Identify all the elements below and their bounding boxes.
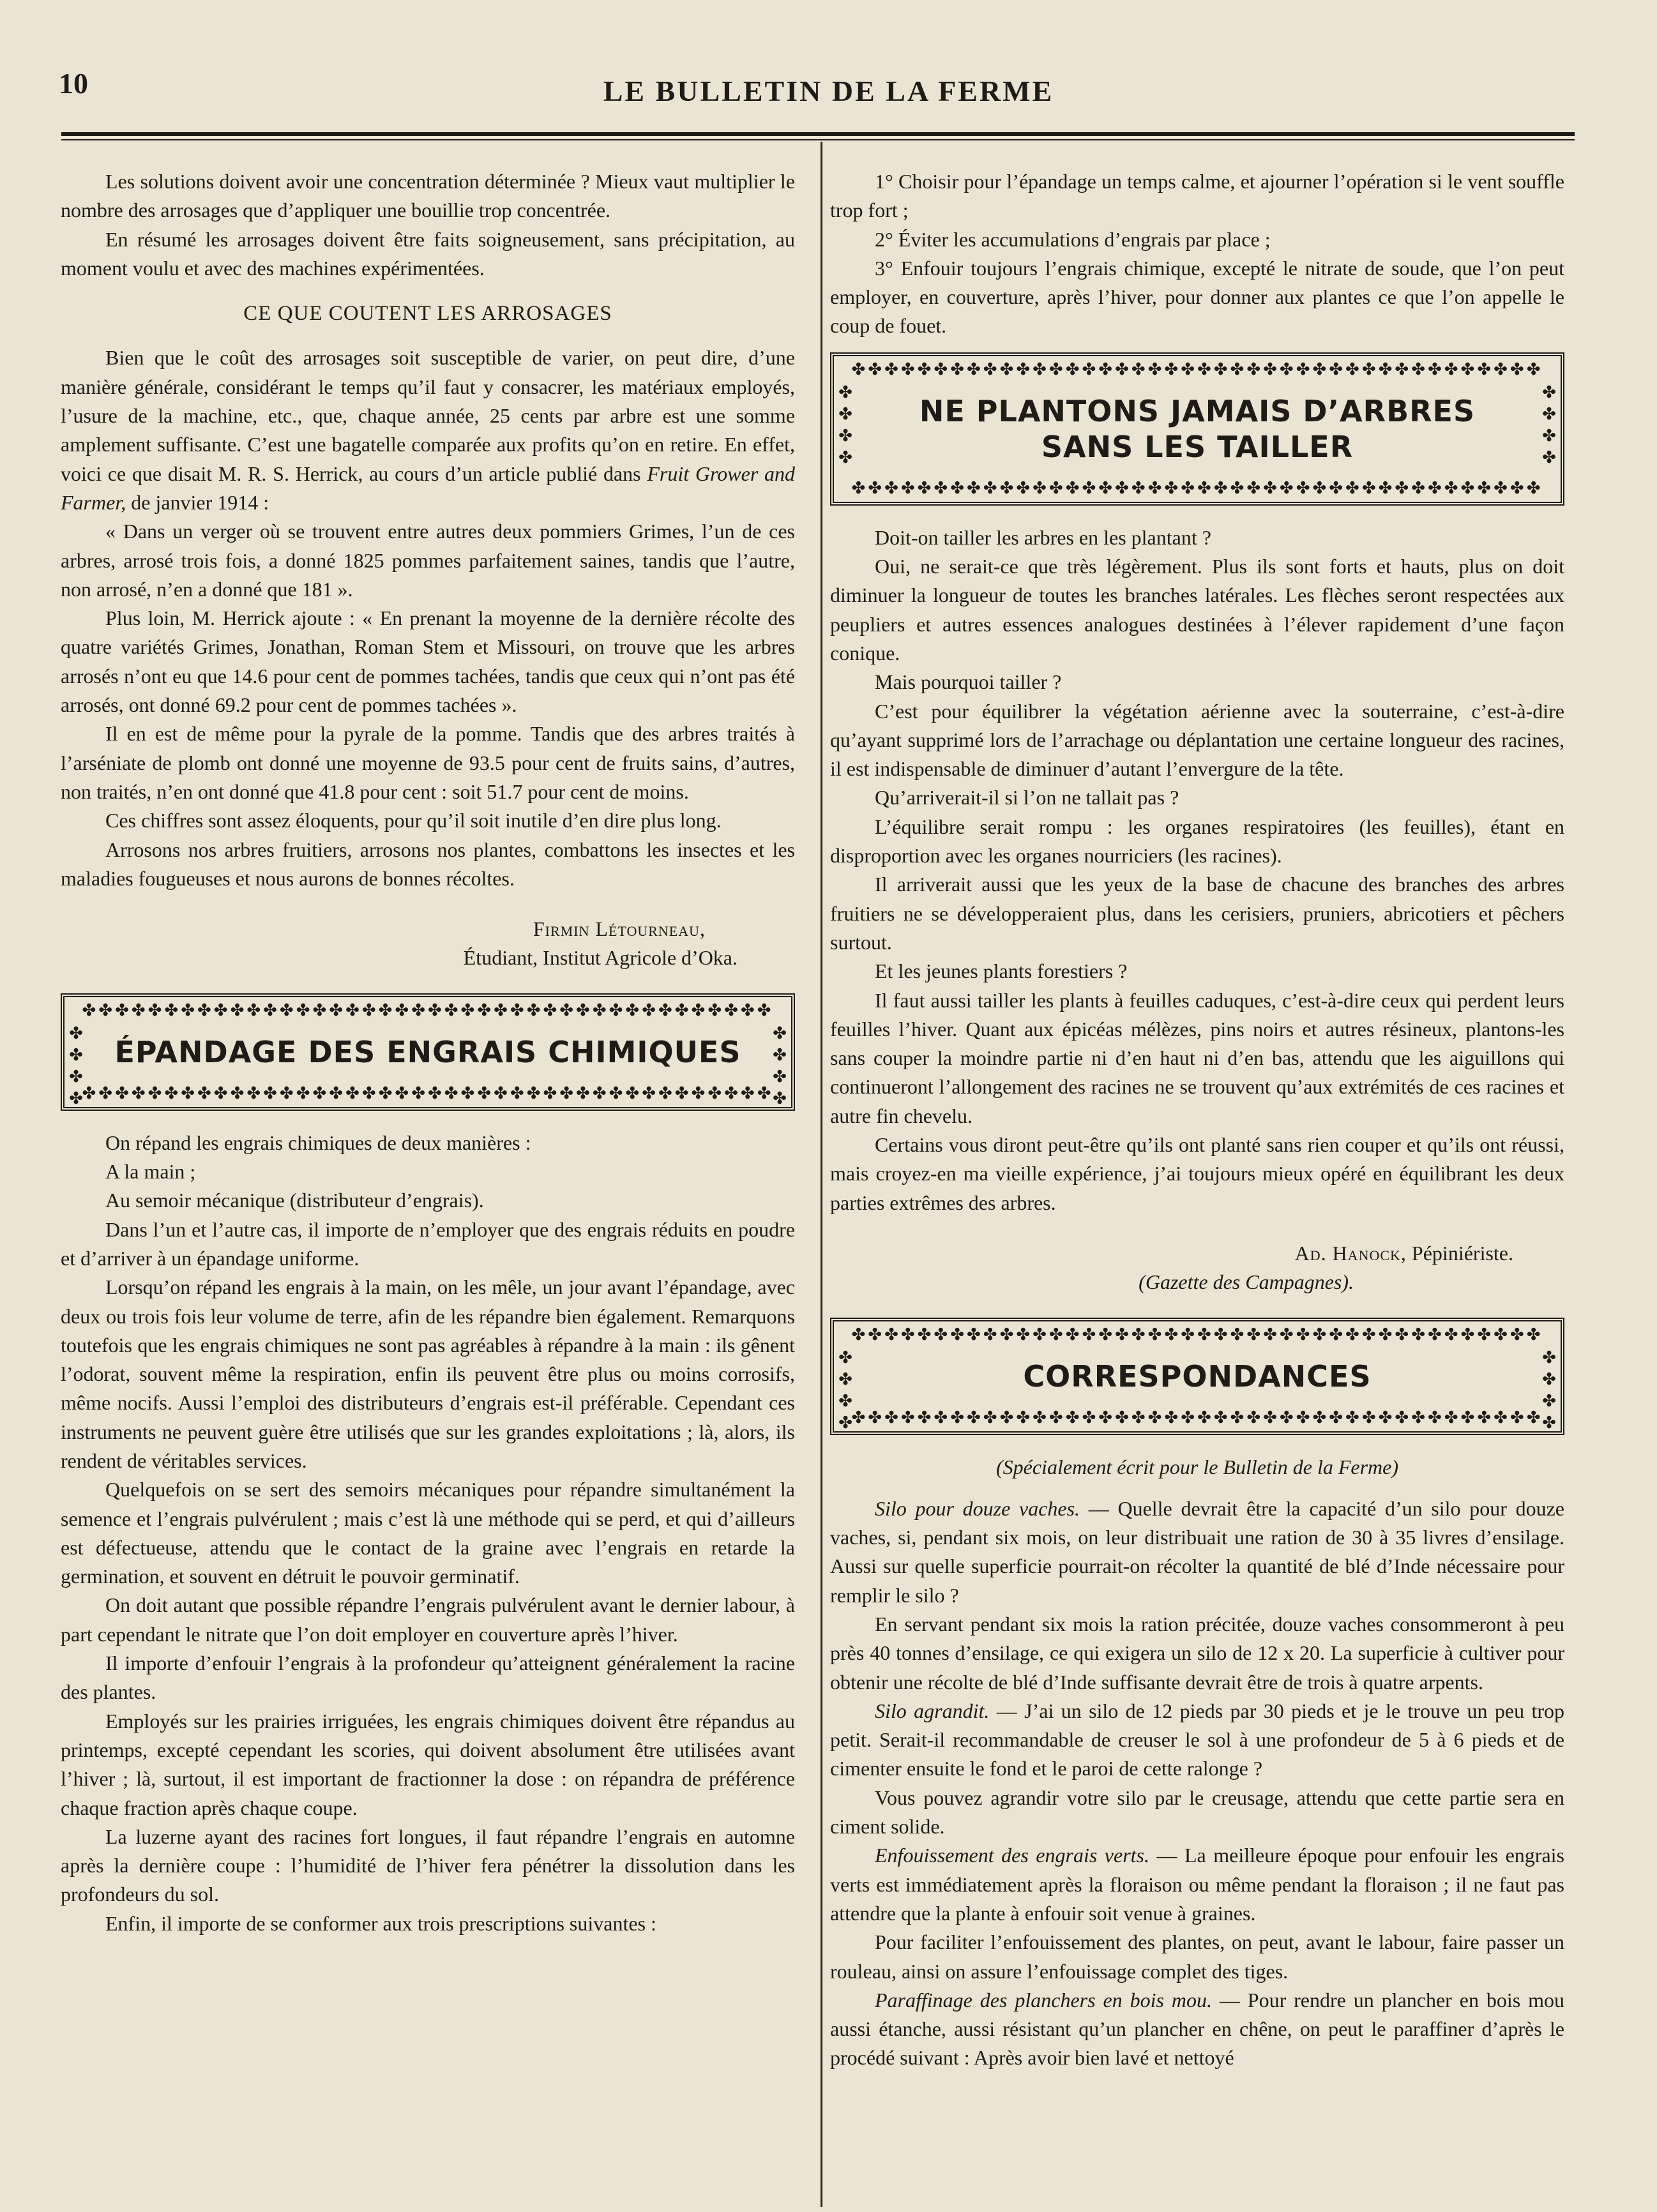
running-head: LE BULLETIN DE LA FERME [603,75,1054,107]
paragraph: Lorsqu’on répand les engrais à la main, on les mêle, un jour avant l’épandage, avec deux ou trois fois leur volume de terre, afin de les répandre bien également. Remarquons toutefois que les engrais chimiques ne sont pas agréables à répandre à la main : ils gênent l’odorat, souvent même la respiration, enfin ils peuvent être plus ou moins corrosifs, même nocifs. Aussi l’emploi des distributeurs d’engrais est-il préférable. Cependant ces instruments ne peuvent guère être utilisés que sur les grandes exploitations ; là, alors, ils rendent de véritables services. [61,1275,795,1472]
author-title: Étudiant, Institut Agricole d’Oka. [463,946,738,970]
column-divider [821,142,822,2207]
ornament-border: ✤✤✤✤ [1542,1348,1556,1432]
section-title: ÉPANDAGE DES ENGRAIS CHIMIQUES [114,1034,741,1069]
topic-title: Enfouissement des engrais verts. [875,1844,1149,1867]
paragraph: On doit autant que possible répandre l’engrais pulvérulent avant le dernier labour, à part cependant le nitrate que l’on doit employer en couverture après l’hiver. [61,1593,795,1646]
right-column [830,167,1564,2073]
paragraph: On répand les engrais chimiques de deux manières : [105,1131,531,1154]
paragraph: Enfin, il importe de se conformer aux trois prescriptions suivantes : [105,1911,656,1935]
topic-title: Paraffinage des planchers en bois mou. [875,1988,1212,2012]
ornament-border: ✤✤✤✤✤✤✤✤✤✤✤✤✤✤✤✤✤✤✤✤✤✤✤✤✤✤✤✤✤✤✤✤✤✤✤✤✤✤✤✤✤✤ [851,359,1543,379]
paragraph: La luzerne ayant des racines fort longues, il faut répandre l’engrais en automne après la dernière coupe : l’humidité de l’hiver fera pénétrer la dissolution dans les profondeurs du sol. [61,1825,795,1906]
paragraph: Il importe d’enfouir l’engrais à la profondeur qu’atteignent généralement la racine des plantes. [61,1651,795,1704]
paragraph: « Dans un verger où se trouvent entre autres deux pommiers Grimes, l’un de ces arbres, arrosé trois fois, a donné 1825 pommes parfaitement saines, tandis que l’autre, non arrosé, n’en a donné que 181 ». [61,520,795,601]
section-title: CORRESPONDANCES [1023,1358,1372,1394]
paragraph: Quelquefois on se sert des semoirs mécaniques pour répandre simultanément la semence et l’engrais pulvérulent ; mais c’est là une méthode qui se perd, et qui d’ailleurs est défectueuse, attendu que le contact de la graine avec l’engrais en retarde la germination, et souvent en détruit le pouvoir germinatif. [61,1478,795,1588]
ornament-border: ✤✤✤✤✤✤✤✤✤✤✤✤✤✤✤✤✤✤✤✤✤✤✤✤✤✤✤✤✤✤✤✤✤✤✤✤✤✤✤✤✤✤ [851,478,1543,497]
paragraph: Dans l’un et l’autre cas, il importe de n’employer que des engrais réduits en poudre et d’arriver à un épandage uniforme. [61,1217,795,1270]
question: Qu’arriverait-il si l’on ne tallait pas ? [875,786,1179,809]
list-item: 3° Enfouir toujours l’engrais chimique, excepté le nitrate de soude, que l’on peut employer, en couverture, après l’hiver, pour donner aux plantes ce que l’on appelle le coup de fouet. [830,256,1564,338]
paragraph: Il en est de même pour la pyrale de la pomme. Tandis que des arbres traités à l’arséniate de plomb ont donné une moyenne de 93.5 pour cent de fruits sains, d’autres, non traités, n’en ont donné que 41.8 pour cent : soit 51.7 pour cent de moins. [61,722,795,803]
topic-title: Silo pour douze vaches. [875,1496,1080,1520]
section-banner [830,352,1564,506]
ornament-border: ✤✤✤✤✤✤✤✤✤✤✤✤✤✤✤✤✤✤✤✤✤✤✤✤✤✤✤✤✤✤✤✤✤✤✤✤✤✤✤✤✤✤ [82,1083,774,1102]
ornament-border: ✤✤✤✤✤✤✤✤✤✤✤✤✤✤✤✤✤✤✤✤✤✤✤✤✤✤✤✤✤✤✤✤✤✤✤✤✤✤✤✤✤✤ [851,1325,1543,1344]
list-item: Au semoir mécanique (distributeur d’engrais). [105,1189,484,1212]
paragraph: Pour faciliter l’enfouissement des plantes, on peut, avant le labour, faire passer un rouleau, ainsi on assure l’enfouissage complet des tiges. [830,1930,1564,1983]
ornament-border: ✤✤✤✤ [1542,382,1556,467]
paragraph: Il arriverait aussi que les yeux de la base de chacune des branches des arbres fruitiers ne se développeraient plus, dans les cerisiers, pruniers, abricotiers et pêchers surtout. [830,873,1564,954]
author-name: Ad. Hanock, Pépiniériste. [1294,1241,1513,1265]
paragraph: En résumé les arrosages doivent être faits soigneusement, sans précipitation, au moment voulu et avec des machines expérimentées. [61,227,795,280]
paragraph: Enfouissement des engrais verts. — La meilleure époque pour enfouir les engrais verts est immédiatement après la floraison ou même pendant la floraison ; il ne faut pas attendre que la plante à enfouir soit venue à graines. [830,1844,1564,1925]
paragraph: Arrosons nos arbres fruitiers, arrosons nos plantes, combattons les insectes et les maladies fougueuses et nous aurons de bonnes récoltes. [61,838,795,890]
ornament-border: ✤✤✤✤✤✤✤✤✤✤✤✤✤✤✤✤✤✤✤✤✤✤✤✤✤✤✤✤✤✤✤✤✤✤✤✤✤✤✤✤✤✤ [851,1408,1543,1427]
paragraph: C’est pour équilibrer la végétation aérienne avec la souterraine, c’est-à-dire qu’ayant supprimé lors de l’arrachage ou déplantation une certaine longueur des racines, il est indispensable de diminuer d’autant l’envergure de la tête. [830,699,1564,781]
left-column [61,167,795,1938]
paragraph: Bien que le coût des arrosages soit susceptible de varier, on peut dire, d’une manière générale, considérant le temps qu’il faut y consacrer, les matériaux employés, l’usure de la machine, etc., que, chaque année, 25 cents par arbre est une somme amplement suffisante. C’est une bagatelle comparée aux profits qu’on en retire. En effet, voici ce que disait M. R. S. Herrick, au cours d’un article publié dans Fruit Grower and Farmer, de janvier 1914 : [61,346,796,514]
author-name: Firmin Létourneau, [533,917,706,941]
publication-title: Fruit Grower and Farmer, [61,462,796,514]
list-item: 2° Éviter les accumulations d’engrais par place ; [875,227,1271,251]
paragraph: Il faut aussi tailler les plants à feuilles caduques, c’est-à-dire ceux qui perdent leurs feuilles l’hiver. Quant aux épicéas mélèzes, pins noirs et autres résineux, plantons-les sans couper la moindre partie ni d’en haut ni d’en bas, attendu que les aiguillons qui continueront l’allongement des racines ne se trouvent qu’aux extrémités de ces racines et autre fin chevelu. [830,988,1564,1127]
question: Doit-on tailler les arbres en les plantant ? [875,525,1211,549]
page-number: 10 [59,67,88,100]
paragraph: En servant pendant six mois la ration précitée, douze vaches consommeront à peu près 40 tonnes d’ensilage, ce qui exigera un silo de 12 x 20. La superficie à cultiver pour obtenir une récolte de blé d’Inde suffisante devrait être de trois à quatre arpents. [830,1612,1564,1694]
paragraph: Vous pouvez agrandir votre silo par le creusage, attendu que cette partie sera en ciment solide. [830,1786,1564,1839]
header-rule-thin [61,139,1575,140]
section-subhead: CE QUE COUTENT LES ARROSAGES [243,302,612,326]
section-banner [61,993,795,1111]
ornament-border: ✤✤✤✤✤✤✤✤✤✤✤✤✤✤✤✤✤✤✤✤✤✤✤✤✤✤✤✤✤✤✤✤✤✤✤✤✤✤✤✤✤✤ [82,1000,774,1019]
paragraph: Ces chiffres sont assez éloquents, pour qu’il soit inutile d’en dire plus long. [105,809,722,832]
list-item: A la main ; [105,1160,196,1184]
paragraph: Silo agrandit. — J’ai un silo de 12 pieds par 30 pieds et je le trouve un peu trop petit. Serait-il recommandable de creuser le sol à une profondeur de 5 à 6 pieds et de cimenter ensuite le fond et le paroi de cette ralonge ? [830,1699,1565,1780]
header-rule [61,132,1575,136]
ornament-border: ✤✤✤✤ [838,382,852,467]
ornament-border: ✤✤✤✤ [838,1348,852,1432]
section-title: NE PLANTONS JAMAIS D’ARBRES [919,393,1476,428]
list-item: 1° Choisir pour l’épandage un temps calme, et ajourner l’opération si le vent souffle trop fort ; [830,170,1564,222]
paragraph: Certains vous diront peut-être qu’ils ont planté sans rien couper et qu’ils ont réussi, mais croyez-en ma vieille expérience, j’ai toujours mieux opéré en équilibrant les deux parties extrêmes des arbres. [830,1133,1564,1214]
paragraph: Plus loin, M. Herrick ajoute : « En prenant la moyenne de la dernière récolte des quatre variétés Grimes, Jonathan, Roman Stem et Missouri, on trouve que les arbres arrosés n’ont eu que 14.6 pour cent de pommes tachées, tandis que ceux qui n’ont pas été arrosés, ont donné 69.2 pour cent de pommes tachées ». [61,606,795,717]
paragraph: L’équilibre serait rompu : les organes respiratoires (les feuilles), étant en disproportion avec les organes nourriciers (les racines). [830,815,1564,868]
question: Mais pourquoi tailler ? [875,670,1062,694]
paragraph: Employés sur les prairies irriguées, les engrais chimiques doivent être répandus au printemps, excepté cependant les scories, qui doivent absolument être utilisées avant l’hiver ; là, surtout, il est important de fractionner la dose : on répandra de préférence chaque fraction après chaque coupe. [61,1709,795,1819]
section-intro: (Spécialement écrit pour le Bulletin de la Ferme) [995,1455,1398,1478]
paragraph: Paraffinage des planchers en bois mou. — Pour rendre un plancher en bois mou aussi étanche, aussi résistant qu’un plancher en chêne, on peut le paraffiner d’après le procédé suivant : Après avoir bien lavé et nettoyé [830,1988,1565,2070]
source-credit: (Gazette des Campagnes). [1139,1270,1354,1294]
ornament-border: ✤✤✤✤ [69,1023,83,1108]
topic-title: Silo agrandit. [875,1699,990,1722]
question: Et les jeunes plants forestiers ? [875,959,1128,983]
paragraph: Silo pour douze vaches. — Quelle devrait être la capacité d’un silo pour douze vaches, si, pendant six mois, on leur distribuait une ration de 30 à 35 livres d’ensilage. Aussi sur quelle superficie pourrait-on récolter la quantité de blé d’Inde nécessaire pour remplir le silo ? [830,1496,1565,1607]
paragraph: Les solutions doivent avoir une concentration déterminée ? Mieux vaut multiplier le nombre des arrosages que d’appliquer une bouillie trop concentrée. [61,170,795,222]
section-banner [830,1318,1564,1435]
ornament-border: ✤✤✤✤ [773,1023,787,1108]
paragraph: Oui, ne serait-ce que très légèrement. Plus ils sont forts et hauts, plus on doit diminuer la longueur de toutes les branches latérales. Les flèches seront respectées aux peupliers et autres essences analogues destinées à l’élever rapidement d’une façon conique. [830,555,1564,665]
section-title-line2: SANS LES TAILLER [1041,429,1354,464]
